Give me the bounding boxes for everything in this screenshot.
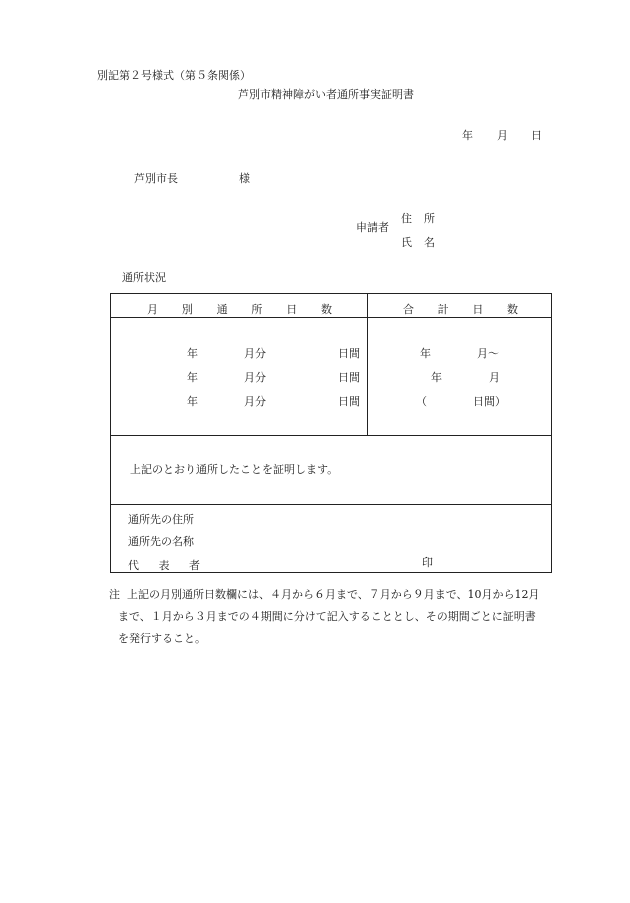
footnote bbox=[109, 584, 559, 650]
seal-mark: 印 bbox=[422, 556, 433, 569]
certify-divider bbox=[111, 504, 551, 505]
total-to-year: 年 bbox=[431, 371, 442, 384]
addressee-honorific: 様 bbox=[239, 172, 250, 185]
applicant-name-label: 氏 名 bbox=[401, 236, 435, 249]
header-total-days: 合 計 日 数 bbox=[403, 303, 518, 316]
footnote-line: 注 上記の月別通所日数欄には、４月から６月まで、７月から９月まで、10月から12月 bbox=[109, 584, 559, 606]
date-year-label: 年 bbox=[462, 129, 473, 142]
column-divider bbox=[367, 294, 368, 435]
representative-label: 代 表 者 bbox=[128, 559, 200, 572]
footnote-line: まで、１月から３月までの４期間に分けて記入することとし、その期間ごとに証明書 bbox=[118, 610, 536, 623]
addressee-name: 芦別市長 bbox=[134, 172, 178, 185]
total-days-open: （ bbox=[416, 395, 427, 408]
attendance-table: 月 別 通 所 日 数 合 計 日 数 年 月分 日間 年 月分 日間 年 月分 日間 年 月〜 年 月 （ 日間） 上記のとおり通所したことを証明します。 通所先の住所 通所先の名称 代 表 者 印 bbox=[110, 293, 552, 573]
total-from-year: 年 bbox=[420, 347, 431, 360]
total-from-month: 月〜 bbox=[477, 347, 499, 360]
certify-statement: 上記のとおり通所したことを証明します。 bbox=[130, 463, 339, 476]
footnote-line: を発行すること。 bbox=[118, 632, 206, 645]
footnote-marker: 注 bbox=[109, 588, 120, 601]
form-label: 別記第２号様式（第５条関係） bbox=[97, 69, 251, 82]
section-label: 通所状況 bbox=[122, 271, 166, 284]
applicant-label: 申請者 bbox=[356, 221, 389, 234]
body-divider bbox=[111, 435, 551, 436]
facility-address-label: 通所先の住所 bbox=[128, 513, 194, 526]
applicant-address-label: 住 所 bbox=[401, 212, 435, 225]
facility-name-label: 通所先の名称 bbox=[128, 535, 194, 548]
total-days-label: 日間） bbox=[473, 395, 506, 408]
date-day-label: 日 bbox=[531, 129, 542, 142]
date-month-label: 月 bbox=[497, 129, 508, 142]
total-to-month: 月 bbox=[489, 371, 500, 384]
document-title: 芦別市精神障がい者通所事実証明書 bbox=[238, 88, 414, 101]
header-divider bbox=[111, 317, 551, 318]
header-monthly-days: 月 別 通 所 日 数 bbox=[147, 303, 332, 316]
